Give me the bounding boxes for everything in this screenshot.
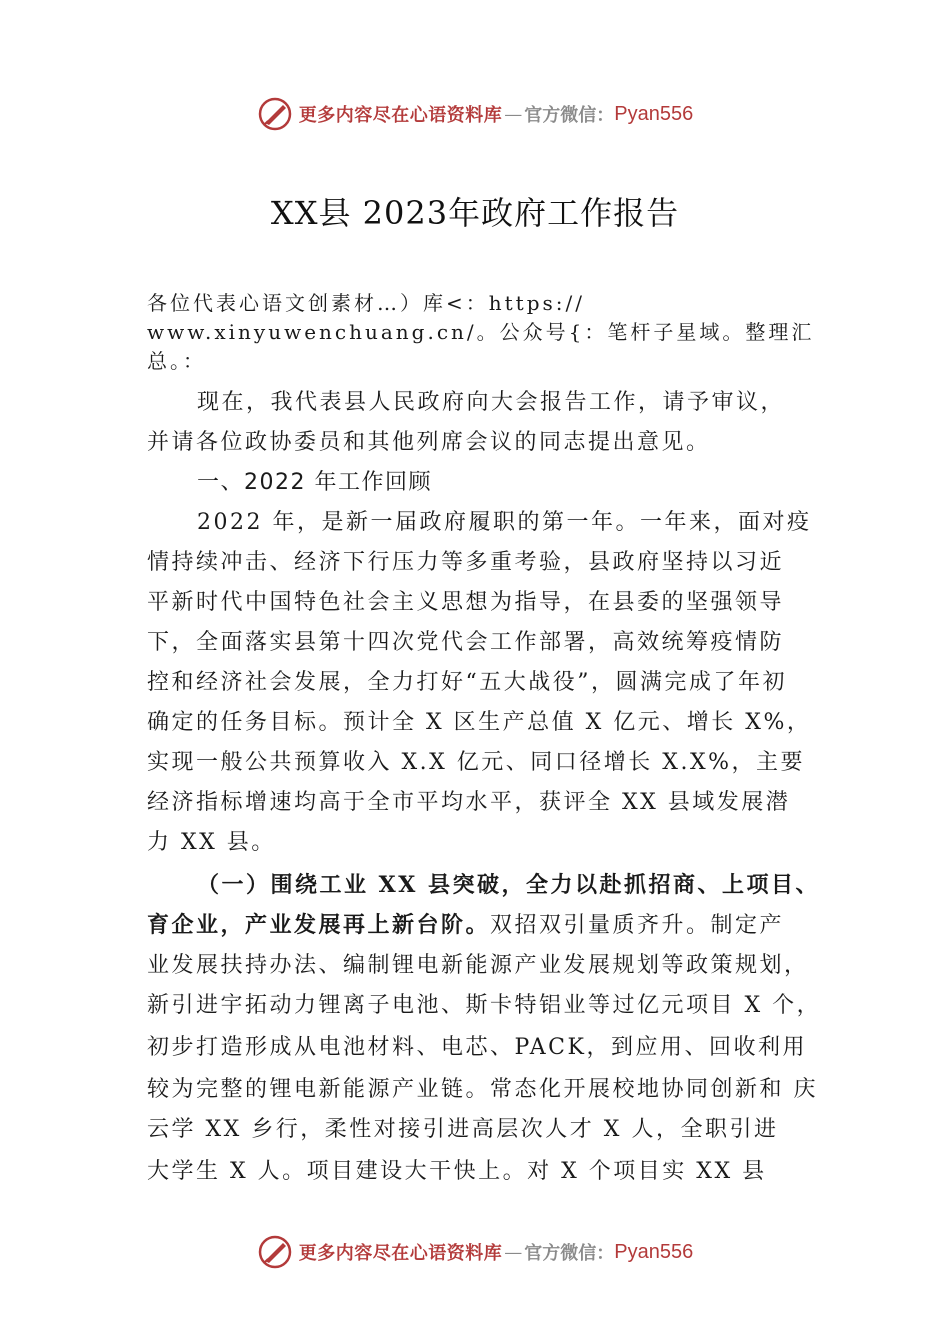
banner-wechat-id: Pyan556 bbox=[614, 1240, 694, 1263]
greeting-line: 总。： bbox=[147, 349, 206, 373]
paragraph-line: 情持续冲击、经济下行压力等多重考验，县政府坚持以习近 bbox=[147, 550, 785, 575]
banner-wechat-label: 官方微信： bbox=[524, 1243, 615, 1264]
page-title: XX县 2023年政府工作报告 bbox=[270, 194, 680, 232]
banner-separator: — bbox=[504, 103, 523, 125]
paragraph-line: 大学生 X 人。项目建设大干快上。对 X 个项目实 XX 县 bbox=[147, 1159, 767, 1184]
header-banner bbox=[0, 92, 950, 136]
paragraph-line: 确定的任务目标。预计全 X 区生产总值 X 亿元、增长 X%， bbox=[147, 710, 812, 735]
paragraph-line: 下，全面落实县第十四次党代会工作部署，高效统筹疫情防 bbox=[147, 630, 785, 655]
paragraph-line: 实现一般公共预算收入 X.X 亿元、同口径增长 X.X%，主要 bbox=[147, 750, 806, 775]
paragraph-line: 新引进宇拓动力锂离子电池、斯卡特铝业等过亿元项目 X 个， bbox=[147, 993, 822, 1018]
paragraph-text: 双招双引量质齐升。制定产 bbox=[490, 913, 785, 938]
banner-wechat-label: 官方微信： bbox=[524, 105, 615, 126]
paragraph-line: 控和经济社会发展，全力打好“五大战役”，圆满完成了年初 bbox=[147, 670, 787, 695]
paragraph-line: 平新时代中国特色社会主义思想为指导，在县委的坚强领导 bbox=[147, 590, 785, 615]
intro-line: 并请各位政协委员和其他列席会议的同志提出意见。 bbox=[147, 430, 711, 455]
banner-wechat-id: Pyan556 bbox=[614, 102, 694, 125]
paragraph-line: 较为完整的锂电新能源产业链。常态化开展校地协同创新和 庆 bbox=[147, 1077, 818, 1102]
greeting-line: www.xinyuwenchuang.cn/。公众号{：笔杆子星域。整理汇 bbox=[147, 320, 815, 344]
intro-line: 现在，我代表县人民政府向大会报告工作，请予审议， bbox=[197, 390, 786, 415]
quill-pen-logo-icon bbox=[257, 1234, 293, 1270]
paragraph-line bbox=[147, 908, 784, 939]
paragraph-line: 2022 年，是新一届政府履职的第一年。一年来，面对疫 bbox=[197, 510, 812, 535]
paragraph-line: 力 XX 县。 bbox=[147, 830, 276, 855]
quill-pen-logo-icon bbox=[257, 96, 293, 132]
subsection-heading bbox=[197, 868, 820, 899]
paragraph-line: 业发展扶持办法、编制锂电新能源产业发展规划等政策规划， bbox=[147, 953, 809, 978]
footer-banner bbox=[0, 1230, 950, 1274]
paragraph-line: 经济指标增速均高于全市平均水平，获评全 XX 县域发展潜 bbox=[147, 790, 791, 815]
banner-text: 更多内容尽在心语资料库 bbox=[298, 105, 503, 126]
banner-separator: — bbox=[504, 1241, 523, 1263]
section-heading: 一、2022 年工作回顾 bbox=[197, 470, 432, 495]
subsection-heading-bold: 育企业，产业发展再上新台阶。 bbox=[147, 912, 491, 938]
subsection-heading-bold: （一）围绕工业 XX 县突破，全力以赴抓招商、上项目、 bbox=[197, 872, 820, 898]
greeting-line: 各位代表心语文创素材…）库<：https:// bbox=[147, 291, 585, 315]
paragraph-line: 初步打造形成从电池材料、电芯、PACK，到应用、回收利用 bbox=[147, 1035, 807, 1060]
paragraph-line: 云学 XX 乡行，柔性对接引进高层次人才 X 人，全职引进 bbox=[147, 1117, 779, 1142]
banner-text: 更多内容尽在心语资料库 bbox=[298, 1243, 503, 1264]
